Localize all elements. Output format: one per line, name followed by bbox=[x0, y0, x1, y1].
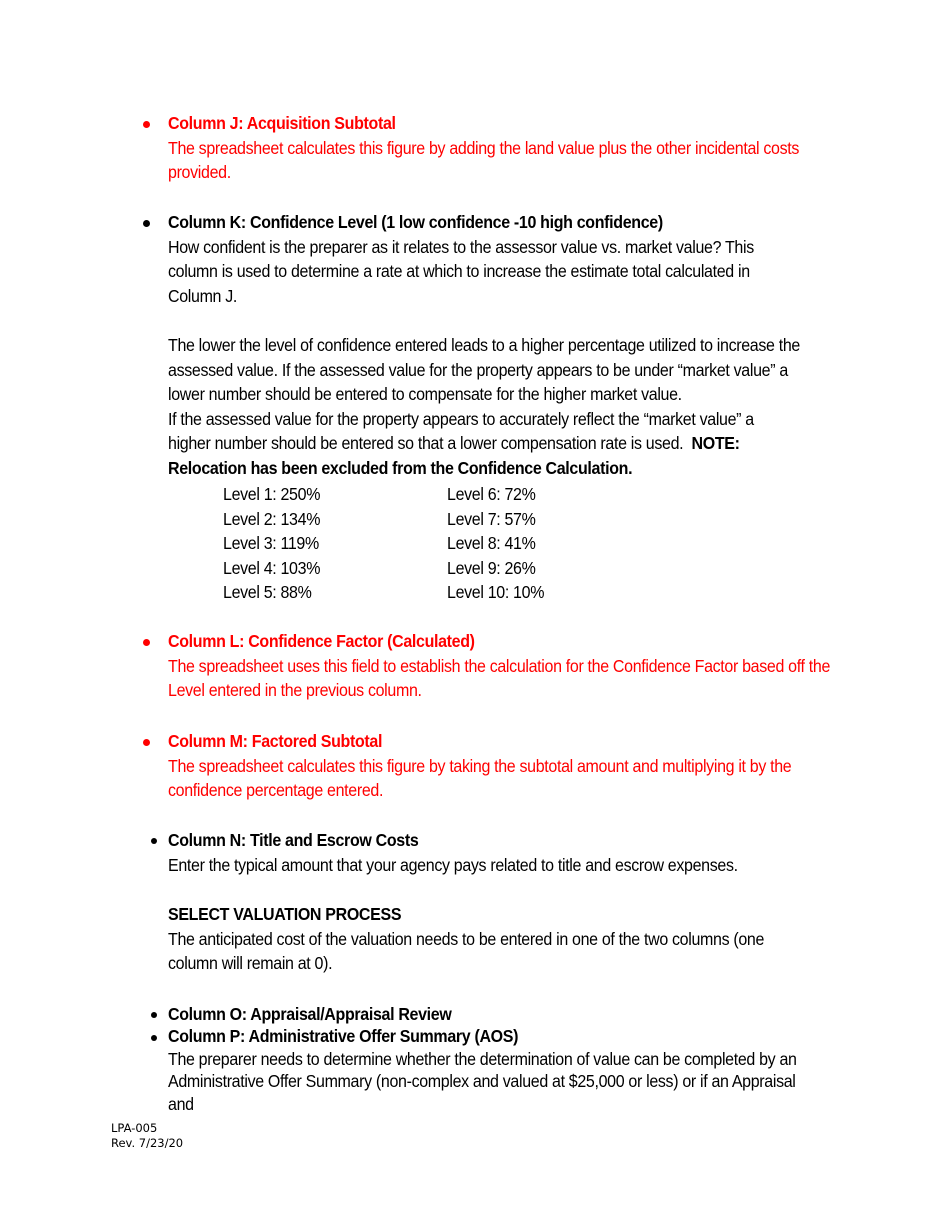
column-p-heading: Column P: Administrative Offer Summary (AOS) bbox=[168, 1026, 519, 1046]
level-item: Level 1: 250% bbox=[223, 484, 321, 504]
column-k-paragraph-3: If the assessed value for the property appears to accurately reflect the “market value” a higher number should be entered so that a lower compensation rate is used. NOTE: Relocation has been excluded from the Confidence Calculation. bbox=[168, 408, 754, 478]
revision-date: Rev. 7/23/20 bbox=[111, 1136, 184, 1150]
bullet-icon bbox=[151, 1012, 157, 1018]
level-item: Level 4: 103% bbox=[223, 557, 321, 578]
bullet-icon bbox=[151, 838, 157, 844]
column-l-body: The spreadsheet uses this field to establish the calculation for the Confidence Factor based off the Level entered in the previous column. bbox=[168, 655, 831, 701]
column-l-heading: Column L: Confidence Factor (Calculated) bbox=[168, 631, 475, 651]
level-item: Level 3: 119% bbox=[223, 533, 319, 554]
page-footer bbox=[111, 1121, 183, 1151]
level-item: Level 9: 26% bbox=[447, 557, 536, 578]
bullet-icon bbox=[143, 121, 150, 128]
valuation-body: The anticipated cost of the valuation needs to be entered in one of the two columns (one column will remain at 0). bbox=[168, 928, 765, 974]
column-n-heading: Column N: Title and Escrow Costs bbox=[168, 830, 419, 850]
column-m-body: The spreadsheet calculates this figure by taking the subtotal amount and multiplying it by the confidence percentage entered. bbox=[168, 755, 792, 801]
column-p-body: The preparer needs to determine whether the determination of value can be completed by an Administrative Offer Summary (non-complex and valued at $25,000 or less) or if an Appraisal and bbox=[168, 1048, 797, 1114]
column-k-note: NOTE: Relocation has been excluded from the Confidence Calculation. bbox=[168, 433, 740, 478]
level-item: Level 7: 57% bbox=[447, 508, 536, 529]
column-j-heading: Column J: Acquisition Subtotal bbox=[168, 113, 396, 133]
level-item: Level 6: 72% bbox=[447, 484, 536, 504]
level-item: Level 2: 134% bbox=[223, 508, 321, 529]
column-j-body: The spreadsheet calculates this figure by adding the land value plus the other incidental costs provided. bbox=[168, 137, 800, 183]
column-o-heading: Column O: Appraisal/Appraisal Review bbox=[168, 1004, 452, 1024]
column-k-paragraph-1: How confident is the preparer as it relates to the assessor value vs. market value? This column is used to determine a rate at which to increase the estimate total calculated in Column J. bbox=[168, 236, 754, 306]
level-item: Level 10: 10% bbox=[447, 582, 545, 603]
form-number: LPA-005 bbox=[111, 1121, 158, 1135]
column-k-paragraph-2: The lower the level of confidence entered leads to a higher percentage utilized to increase the assessed value. If the assessed value for the property appears to be under “market value” a lower number should be entered to compensate for the higher market value. bbox=[168, 334, 800, 405]
bullet-icon bbox=[143, 639, 150, 646]
column-k-heading: Column K: Confidence Level (1 low confidence -10 high confidence) bbox=[168, 212, 663, 232]
bullet-icon bbox=[143, 220, 150, 227]
column-m-heading: Column M: Factored Subtotal bbox=[168, 731, 383, 751]
bullet-icon bbox=[143, 739, 150, 746]
bullet-icon bbox=[151, 1035, 157, 1041]
level-item: Level 5: 88% bbox=[223, 582, 312, 603]
level-item: Level 8: 41% bbox=[447, 533, 536, 554]
column-n-body: Enter the typical amount that your agency pays related to title and escrow expenses. bbox=[168, 854, 738, 875]
valuation-heading: SELECT VALUATION PROCESS bbox=[168, 904, 402, 924]
